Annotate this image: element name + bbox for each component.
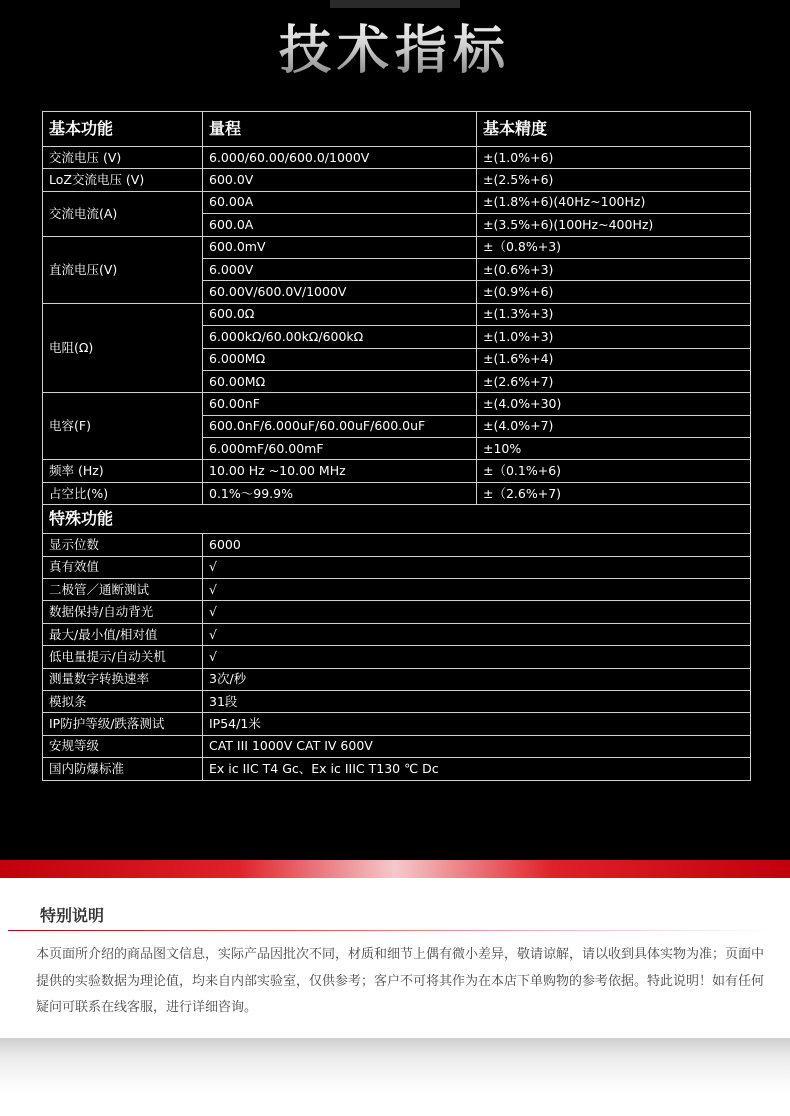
accuracy-cell: ±(1.6%+4) [477, 348, 751, 370]
special-row [43, 623, 751, 645]
feature-value-cell: √ [203, 556, 751, 578]
feature-value-cell: √ [203, 579, 751, 601]
range-cell: 6.000kΩ/60.00kΩ/600kΩ [203, 326, 477, 348]
notice-panel [0, 878, 790, 1038]
table-header-cell: 量程 [203, 112, 477, 147]
special-row [43, 735, 751, 757]
range-cell: 6.000V [203, 258, 477, 280]
feature-name-cell: 测量数字转换速率 [43, 668, 203, 690]
feature-value-cell: IP54/1米 [203, 713, 751, 735]
special-row [43, 534, 751, 556]
function-name-cell: 电阻(Ω) [43, 303, 203, 393]
accuracy-cell: ±(3.5%+6)(100Hz~400Hz) [477, 214, 751, 236]
special-row [43, 556, 751, 578]
accuracy-cell: ±(0.9%+6) [477, 281, 751, 303]
accuracy-cell: ±(1.0%+3) [477, 326, 751, 348]
accuracy-cell: ±（0.8%+3) [477, 236, 751, 258]
special-header-row [43, 505, 751, 534]
function-name-cell: LoZ交流电压 (V) [43, 169, 203, 191]
accuracy-cell: ±(0.6%+3) [477, 258, 751, 280]
accuracy-cell: ±(1.3%+3) [477, 303, 751, 325]
special-row [43, 579, 751, 601]
range-cell: 600.0nF/6.000uF/60.00uF/600.0uF [203, 415, 477, 437]
range-cell: 6.000MΩ [203, 348, 477, 370]
feature-value-cell: √ [203, 646, 751, 668]
range-cell: 60.00MΩ [203, 370, 477, 392]
function-name-cell: 交流电压 (V) [43, 147, 203, 169]
feature-value-cell: √ [203, 601, 751, 623]
page-title: 技术指标 [0, 8, 790, 83]
range-cell: 6.000mF/60.00mF [203, 438, 477, 460]
range-cell: 600.0A [203, 214, 477, 236]
table-row [43, 236, 751, 258]
accuracy-cell: ±(4.0%+7) [477, 415, 751, 437]
feature-value-cell: Ex ic IIC T4 Gc、Ex ic IIIC T130 ℃ Dc [203, 758, 751, 780]
notice-section [0, 878, 790, 1116]
table-row [43, 393, 751, 415]
accuracy-cell: ±(2.6%+7) [477, 370, 751, 392]
special-row [43, 668, 751, 690]
accuracy-cell: ±（0.1%+6) [477, 460, 751, 482]
product-image-fragment [330, 0, 460, 8]
table-row [43, 482, 751, 504]
special-row [43, 713, 751, 735]
accuracy-cell: ±(4.0%+30) [477, 393, 751, 415]
notice-divider [8, 930, 778, 931]
function-name-cell: 直流电压(V) [43, 236, 203, 303]
accuracy-cell: ±（2.6%+7) [477, 482, 751, 504]
feature-name-cell: 显示位数 [43, 534, 203, 556]
red-divider-band [0, 860, 790, 878]
table-row [43, 169, 751, 191]
feature-value-cell: 31段 [203, 690, 751, 712]
table-header-row [43, 112, 751, 147]
feature-name-cell: 模拟条 [43, 690, 203, 712]
accuracy-cell: ±10% [477, 438, 751, 460]
function-name-cell: 电容(F) [43, 393, 203, 460]
notice-title: 特别说明 [40, 906, 105, 925]
feature-value-cell: 6000 [203, 534, 751, 556]
range-cell: 60.00A [203, 191, 477, 213]
table-row [43, 303, 751, 325]
feature-name-cell: 最大/最小值/相对值 [43, 623, 203, 645]
table-row [43, 460, 751, 482]
special-row [43, 690, 751, 712]
function-name-cell: 交流电流(A) [43, 191, 203, 236]
range-cell: 6.000/60.00/600.0/1000V [203, 147, 477, 169]
special-header-cell: 特殊功能 [43, 505, 751, 534]
special-row [43, 646, 751, 668]
range-cell: 0.1%～99.9% [203, 482, 477, 504]
spec-table [42, 111, 751, 781]
special-row [43, 601, 751, 623]
range-cell: 600.0Ω [203, 303, 477, 325]
bottom-shadow [0, 1038, 790, 1116]
accuracy-cell: ±(1.8%+6)(40Hz~100Hz) [477, 191, 751, 213]
feature-name-cell: IP防护等级/跌落测试 [43, 713, 203, 735]
function-name-cell: 频率 (Hz) [43, 460, 203, 482]
feature-name-cell: 数据保持/自动背光 [43, 601, 203, 623]
accuracy-cell: ±(1.0%+6) [477, 147, 751, 169]
feature-name-cell: 真有效值 [43, 556, 203, 578]
table-header-cell: 基本功能 [43, 112, 203, 147]
feature-name-cell: 二极管／通断测试 [43, 579, 203, 601]
feature-value-cell: 3次/秒 [203, 668, 751, 690]
feature-name-cell: 安规等级 [43, 735, 203, 757]
range-cell: 600.0V [203, 169, 477, 191]
function-name-cell: 占空比(%) [43, 482, 203, 504]
feature-value-cell: CAT III 1000V CAT IV 600V [203, 735, 751, 757]
special-row [43, 758, 751, 780]
range-cell: 60.00V/600.0V/1000V [203, 281, 477, 303]
feature-name-cell: 低电量提示/自动关机 [43, 646, 203, 668]
accuracy-cell: ±(2.5%+6) [477, 169, 751, 191]
table-row [43, 191, 751, 213]
notice-text: 本页面所介绍的商品图文信息，实际产品因批次不同，材质和细节上偶有微小差异，敬请谅解，请以收到具体实物为准；页面中提供的实验数据为理论值，均来自内部实验室，仅供参考；客户不可将其作为在本店下单购物的参考依据。特此说明！如有任何疑问可联系在线客服，进行详细咨询。 [36, 947, 765, 1015]
range-cell: 600.0mV [203, 236, 477, 258]
feature-name-cell: 国内防爆标准 [43, 758, 203, 780]
table-row [43, 147, 751, 169]
table-header-cell: 基本精度 [477, 112, 751, 147]
feature-value-cell: √ [203, 623, 751, 645]
range-cell: 60.00nF [203, 393, 477, 415]
range-cell: 10.00 Hz ~10.00 MHz [203, 460, 477, 482]
